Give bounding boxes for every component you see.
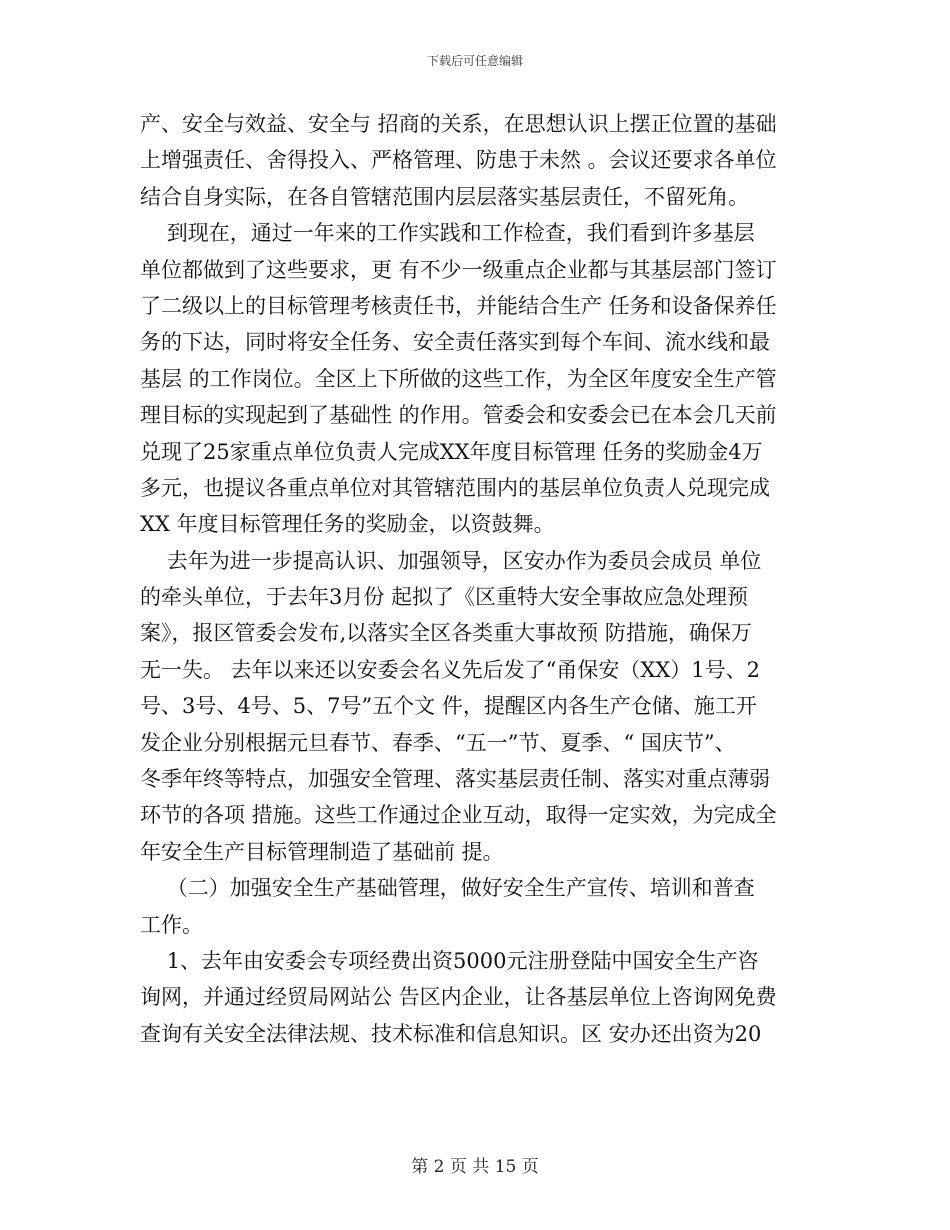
text-line: 年安全生产目标管理制造了基础前 提。 — [140, 839, 504, 864]
header-note: 下载后可任意编辑 — [426, 54, 523, 68]
text-line: 务的下达，同时将安全任务、安全责任落实到每个车间、流水线和最 — [140, 330, 770, 355]
text-line: 号、3号、4号、5、7号”五个文 件，提醒区内各生产仓储、施工开 — [140, 694, 757, 719]
text-line: 上增强责任、舍得投入、严格管理、防患于未然 。会议还要求各单位 — [140, 148, 777, 173]
text-line: 询网，并通过经贸局网站公 告区内企业，让各基层单位上咨询网免费 — [140, 985, 777, 1010]
text-line: 兑现了25家重点单位负责人完成XX年度目标管理 任务的奖励金4万 — [140, 439, 763, 464]
text-line: 环节的各项 措施。这些工作通过企业互动，取得一定实效，为完成全 — [140, 803, 777, 828]
text-line: 去年为进一步提高认识、加强领导，区安办作为委员会成员 单位 — [140, 548, 762, 573]
text-line: XX 年度目标管理任务的奖励金，以资鼓舞。 — [140, 512, 555, 537]
text-line: 无一失。 去年以来还以安委会名义先后发了“甬保安（XX）1号、2 — [140, 657, 761, 682]
text-line: （二）加强安全生产基础管理，做好安全生产宣传、培训和普查 — [140, 876, 755, 901]
text-line: 多元，也提议各重点单位对其管辖范围内的基层单位负责人兑现完成 — [140, 475, 770, 500]
document-body — [140, 106, 812, 1052]
text-line: 到现在，通过一年来的工作实践和工作检查，我们看到许多基层 — [140, 221, 755, 246]
text-line: 案》，报区管委会发布,以落实全区各类重大事故预 防措施，确保万 — [140, 621, 752, 646]
page-indicator: 第 2 页 共 15 页 — [411, 1157, 539, 1177]
text-line: 了二级以上的目标管理考核责任书，并能结合生产 任务和设备保养任 — [140, 293, 777, 318]
text-line: 基层 的工作岗位。全区上下所做的这些工作，为全区年度安全生产管 — [140, 366, 777, 391]
text-line: 的牵头单位，于去年3月份 起拟了《区重特大安全事故应急处理预 — [140, 585, 749, 610]
text-line: 1、去年由安委会专项经费出资5000元注册登陆中国安全生产咨 — [140, 948, 759, 973]
text-line: 查询有关安全法律法规、技术标准和信息知识。区 安办还出资为20 — [140, 1021, 762, 1046]
text-line: 结合自身实际，在各自管辖范围内层层落实基层责任，不留死角。 — [140, 184, 749, 209]
text-line: 冬季年终等特点，加强安全管理、落实基层责任制、落实对重点薄弱 — [140, 767, 770, 792]
text-line: 理目标的实现起到了基础性 的作用。管委会和安委会已在本会几天前 — [140, 403, 777, 428]
text-line: 产、安全与效益、安全与 招商的关系，在思想认识上摆正位置的基础 — [140, 112, 777, 136]
text-line: 发企业分别根据元旦春节、春季、“五一”节、夏季、“ 国庆节”、 — [140, 730, 736, 755]
text-line: 工作。 — [140, 912, 203, 937]
text-line: 单位都做到了这些要求，更 有不少一级重点企业都与其基层部门签订 — [140, 257, 777, 282]
